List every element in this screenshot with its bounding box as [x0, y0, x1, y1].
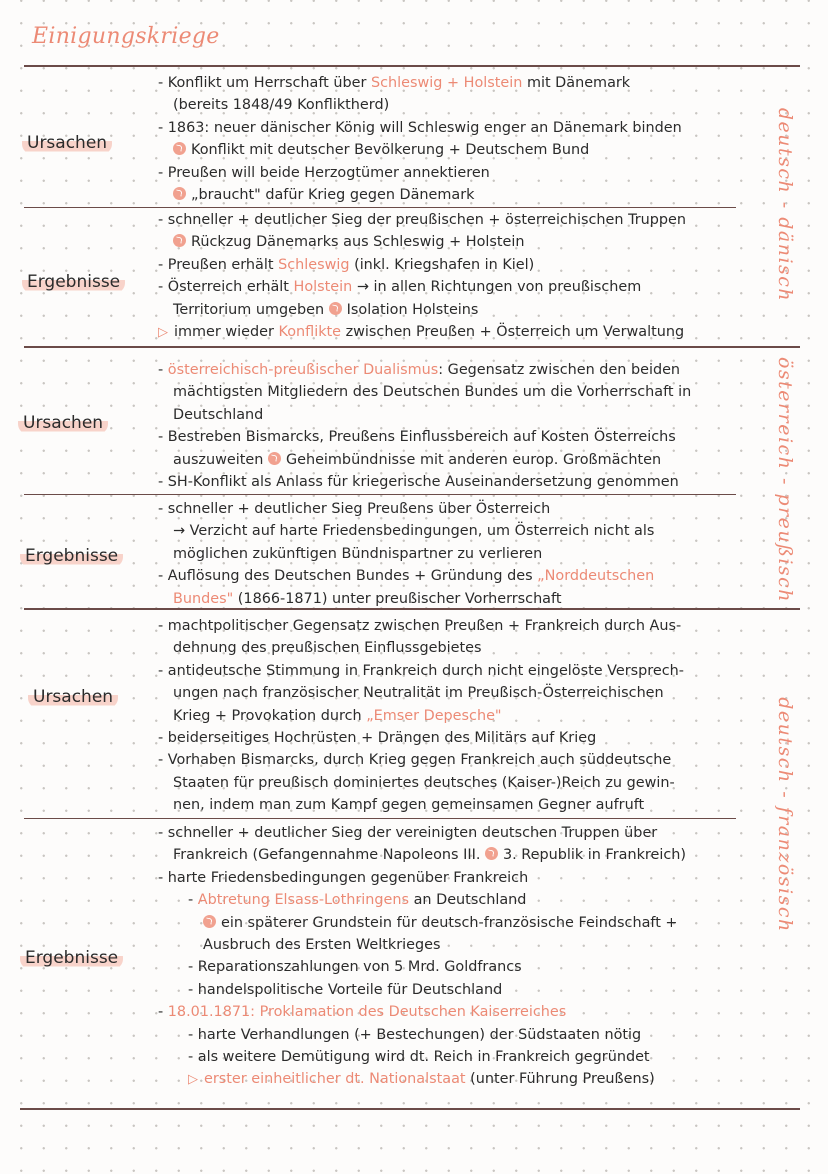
top-divider [24, 65, 800, 67]
text-line: - Reparationszahlungen von 5 Mrd. Goldfrancs [188, 959, 522, 976]
arrow-right-circle-icon [203, 915, 216, 928]
line-text: Territorium umgeben [173, 301, 329, 318]
line-text: handelspolitische Vorteile für Deutschland [197, 981, 503, 998]
text-line [158, 381, 723, 403]
text-line [158, 772, 723, 794]
line-text: antideutsche Stimmung in Frankreich durch nicht eingelöste Versprech- [167, 662, 684, 679]
line-text: harte Verhandlungen (+ Bestechungen) der Südstaaten nötig [197, 1026, 642, 1043]
line-text: Geheimbündnisse mit anderen europ. Großmächten [285, 451, 662, 468]
line-text: Frankreich (Gefangennahme Napoleons III. [173, 847, 485, 864]
section-label: Ursachen [18, 412, 108, 434]
line-text: Deutschland [173, 406, 264, 423]
arrow-right-circle-icon [173, 187, 186, 200]
text-line [158, 912, 723, 934]
text-line: - Preußen erhält Schleswig (inkl. Kriegshafen in Kiel) [158, 256, 535, 273]
arrow-right-circle-icon [173, 234, 186, 247]
section-text [158, 72, 723, 206]
triangle-right-icon: ▷ [158, 325, 168, 341]
line-text: (1866-1871) unter preußischer Vorherrschaft [233, 590, 562, 607]
line-text: → Verzicht auf harte Friedensbedingungen, um Österreich nicht als [173, 523, 655, 540]
text-line: - harte Friedensbedingungen gegenüber Frankreich [158, 869, 529, 886]
text-line: - als weitere Demütigung wird dt. Reich in Frankreich gegründet [188, 1049, 650, 1066]
line-text: harte Friedensbedingungen gegenüber Frankreich [167, 869, 529, 886]
line-text: mit Dänemark [522, 75, 631, 91]
line-text: (unter Führung Preußens) [465, 1071, 655, 1088]
line-text: Rückzug Dänemarks aus Schleswig + Holstein [191, 234, 525, 251]
line-text: (bereits 1848/49 Konfliktherd) [173, 97, 390, 114]
section-label: Ergebnisse [22, 271, 125, 293]
text-line [158, 543, 723, 565]
text-line: - schneller + deutlicher Sieg der vereinigten deutschen Truppen über [158, 825, 658, 841]
line-text: Preußen erhält [167, 256, 279, 273]
line-text: ungen nach französischer Neutralität im Preußisch-Österreichischen [173, 685, 664, 702]
text-line: - 18.01.1871: Proklamation des Deutschen Kaiserreiches [158, 1004, 567, 1021]
bottom-divider [20, 1108, 800, 1110]
line-text: Auflösung des Deutschen Bundes + Gründung des [167, 568, 538, 585]
text-line: - machtpolitischer Gegensatz zwischen Preußen + Frankreich durch Aus- [158, 618, 682, 634]
section-label: Ergebnisse [20, 545, 123, 567]
text-line [158, 588, 723, 610]
highlighted-term: Schleswig + Holstein [371, 75, 523, 91]
line-text: Preußen will beide Herzogtümer annektieren [167, 164, 490, 181]
line-text: schneller + deutlicher Sieg der preußischen + österreichischen Truppen [167, 212, 687, 228]
section-label: Ursachen [28, 686, 118, 708]
arrow-right-circle-icon [173, 142, 186, 155]
text-line: - Bestreben Bismarcks, Preußens Einflussbereich auf Kosten Österreichs [158, 429, 676, 446]
text-line: - antideutsche Stimmung in Frankreich durch nicht eingelöste Versprech- [158, 662, 684, 679]
line-text: Isolation Holsteins [346, 301, 479, 318]
line-text: immer wieder [174, 324, 279, 341]
arrow-right-circle-icon [329, 302, 342, 315]
line-text: Reparationszahlungen von 5 Mrd. Goldfrancs [197, 959, 522, 976]
text-line [158, 321, 723, 344]
line-text: mächtigsten Mitgliedern des Deutschen Bundes um die Vorherrschaft in [173, 384, 692, 401]
line-text: Staaten für preußisch dominiertes deutsches (Kaiser-)Reich zu gewin- [173, 774, 675, 791]
line-text: nen, indem man zum Kampf gegen gemeinsamen Gegner aufruft [173, 797, 645, 814]
line-text: : Gegensatz zwischen den beiden [438, 362, 681, 378]
highlighted-term: „Norddeutschen [537, 568, 655, 585]
line-text: zwischen Preußen + Österreich um Verwaltung [341, 324, 685, 341]
triangle-right-icon: ▷ [188, 1072, 198, 1088]
line-text: Österreich erhält [167, 279, 294, 296]
text-line [158, 682, 723, 704]
war-divider [24, 346, 800, 348]
text-line [158, 1068, 723, 1091]
text-line [158, 844, 723, 866]
line-text: möglichen zukünftigen Bündnispartner zu verlieren [173, 545, 543, 562]
text-line: - Auflösung des Deutschen Bundes + Gründung des „Norddeutschen [158, 568, 655, 585]
text-line: - harte Verhandlungen (+ Bestechungen) der Südstaaten nötig [188, 1026, 642, 1043]
line-text: auszuweiten [173, 451, 268, 468]
text-line: - österreichisch-preußischer Dualismus: Gegensatz zwischen den beiden [158, 362, 681, 378]
line-text: Krieg + Provokation durch [173, 707, 367, 724]
highlighted-term: Bundes" [173, 590, 234, 607]
text-line: - beiderseitiges Hochrüsten + Drängen des Militärs auf Krieg [158, 730, 597, 747]
line-text: ein späterer Grundstein für deutsch-französische Feindschaft + [221, 914, 678, 931]
divider [24, 207, 736, 208]
highlighted-term: Konflikte [278, 324, 342, 341]
text-line [158, 299, 723, 321]
text-line [158, 94, 723, 116]
section-text [158, 615, 723, 817]
line-text: Konflikt um Herrschaft über [167, 75, 371, 91]
arrow-right-circle-icon [268, 452, 281, 465]
highlighted-term: 18.01.1871: Proklamation des [167, 1004, 389, 1021]
line-text: „braucht" dafür Krieg gegen Dänemark [191, 187, 475, 204]
text-line: - Preußen will beide Herzogtümer annektieren [158, 164, 490, 181]
side-label: deutsch - dänisch [774, 107, 796, 303]
section-label: Ergebnisse [20, 947, 123, 969]
section-text [158, 822, 723, 1092]
line-text: Ausbruch des Ersten Weltkrieges [203, 937, 441, 954]
text-line [158, 934, 723, 956]
line-text: Vorhaben Bismarcks, durch Krieg gegen Frankreich auch süddeutsche [167, 752, 672, 769]
text-line [158, 637, 723, 659]
highlighted-term: Holstein [293, 279, 353, 296]
line-text: (inkl. Kriegshafen in Kiel) [349, 256, 535, 273]
highlighted-term: erster einheitlicher dt. Nationalstaat [204, 1071, 466, 1088]
text-line [158, 184, 723, 206]
highlighted-term: Deutschen Kaiserreiches [388, 1004, 567, 1021]
text-line: - 1863: neuer dänischer König will Schleswig enger an Dänemark binden [158, 119, 682, 136]
line-text: beiderseitiges Hochrüsten + Drängen des Militärs auf Krieg [167, 730, 597, 747]
line-text: als weitere Demütigung wird dt. Reich in Frankreich gegründet [197, 1049, 650, 1066]
line-text: 1863: neuer dänischer König will Schleswig enger an Dänemark binden [167, 119, 682, 136]
text-line: - Vorhaben Bismarcks, durch Krieg gegen Frankreich auch süddeutsche [158, 752, 672, 769]
text-line: - schneller + deutlicher Sieg der preußischen + österreichischen Truppen [158, 212, 687, 228]
section-text [158, 498, 723, 610]
line-text: SH-Konflikt als Anlass für kriegerische Auseinandersetzung genommen [167, 474, 679, 491]
text-line [158, 139, 723, 161]
section-text [158, 359, 723, 493]
highlighted-term: Schleswig [278, 256, 350, 273]
section-text [158, 209, 723, 344]
highlighted-term: Abtretung Elsass-Lothringens [197, 892, 410, 909]
text-line: - handelspolitische Vorteile für Deutschland [188, 981, 503, 998]
divider [24, 494, 736, 495]
text-line: - SH-Konflikt als Anlass für kriegerische Auseinandersetzung genommen [158, 474, 679, 491]
side-label: österreich - preußisch [774, 356, 796, 604]
line-text: → in allen Richtungen von preußischem [352, 279, 642, 296]
text-line: - Konflikt um Herrschaft über Schleswig + Holstein mit Dänemark [158, 75, 631, 91]
line-text: dehnung des preußischen Einflussgebietes [173, 640, 482, 657]
divider [24, 818, 736, 819]
section-label: Ursachen [22, 132, 112, 154]
line-text: Konflikt mit deutscher Bevölkerung + Deutschem Bund [191, 142, 590, 159]
text-line [158, 794, 723, 816]
highlighted-term: österreichisch-preußischer Dualismus [167, 362, 439, 378]
text-line: - schneller + deutlicher Sieg Preußens über Österreich [158, 501, 551, 517]
line-text: machtpolitischer Gegensatz zwischen Preußen + Frankreich durch Aus- [167, 618, 682, 634]
text-line [158, 705, 723, 727]
text-line [158, 449, 723, 471]
text-line [158, 404, 723, 426]
line-text: Bestreben Bismarcks, Preußens Einflussbereich auf Kosten Österreichs [167, 429, 676, 446]
side-label: deutsch - französisch [774, 697, 796, 933]
highlighted-term: „Emser Depesche" [366, 707, 502, 724]
line-text: an Deutschland [409, 892, 527, 909]
text-line: - Abtretung Elsass-Lothringens an Deutschland [188, 892, 527, 909]
text-line [158, 231, 723, 253]
text-line [158, 520, 723, 542]
line-text: schneller + deutlicher Sieg der vereinigten deutschen Truppen über [167, 825, 658, 841]
arrow-right-circle-icon [485, 847, 498, 860]
text-line: - Österreich erhält Holstein → in allen Richtungen von preußischem [158, 279, 642, 296]
page-title: Einigungskriege [32, 24, 220, 49]
line-text: schneller + deutlicher Sieg Preußens über Österreich [167, 501, 551, 517]
line-text: 3. Republik in Frankreich) [502, 847, 686, 864]
